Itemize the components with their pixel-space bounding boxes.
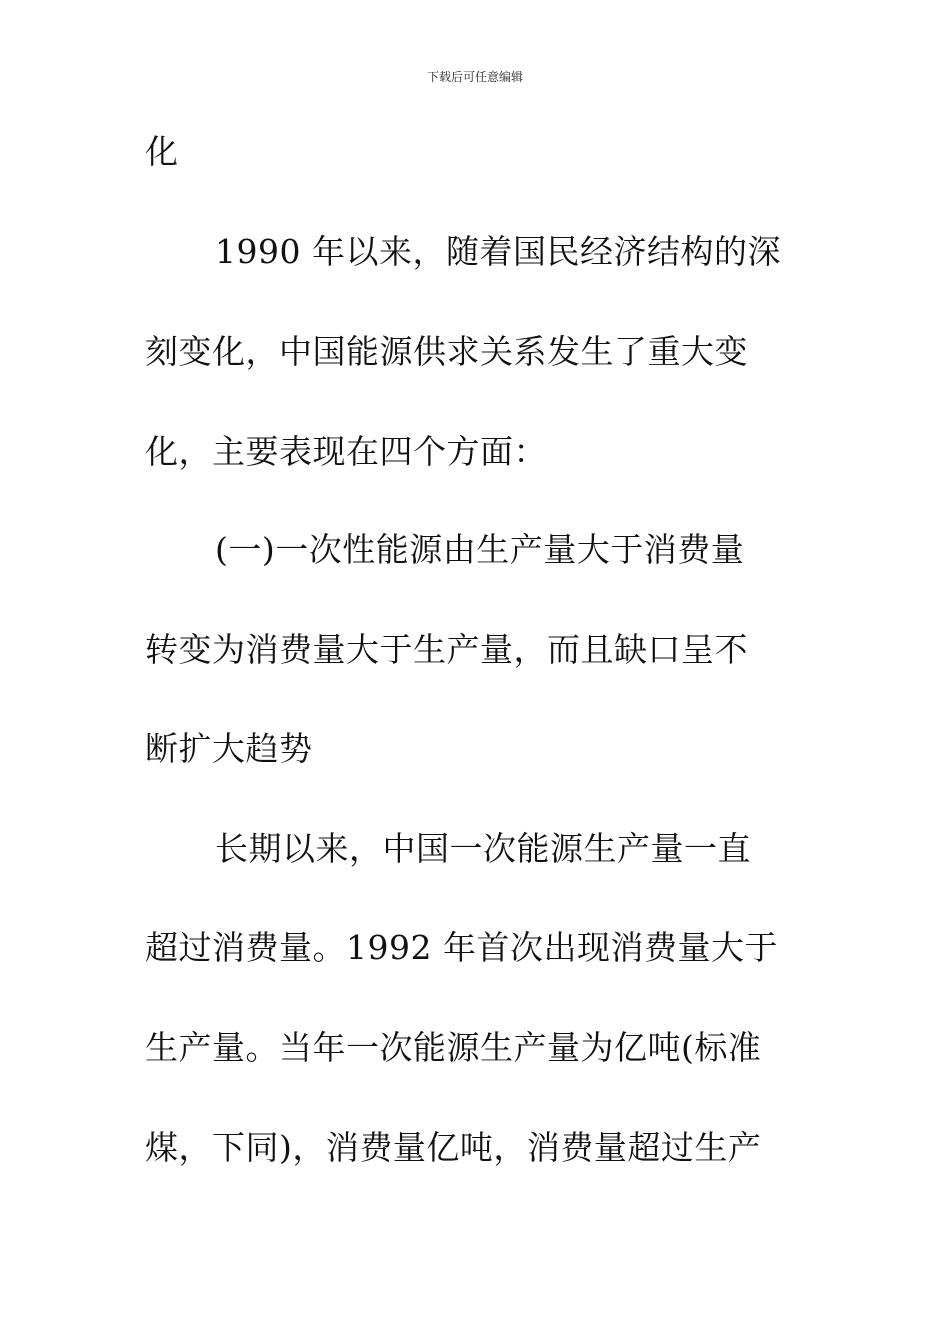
body-line-5: (一)一次性能源由生产量大于消费量 <box>215 530 745 569</box>
body-line-9: 超过消费量。1992 年首次出现消费量大于 <box>145 928 778 967</box>
body-line-2: 1990 年以来，随着国民经济结构的深 <box>215 232 781 271</box>
body-line-7: 断扩大趋势 <box>145 729 313 768</box>
body-line-3: 刻变化，中国能源供求关系发生了重大变 <box>145 332 748 371</box>
body-line-4: 化，主要表现在四个方面： <box>145 432 547 471</box>
body-line-10: 生产量。当年一次能源生产量为亿吨(标准 <box>145 1028 762 1067</box>
body-line-1: 化 <box>145 132 179 171</box>
page-header-note: 下载后可任意编辑 <box>426 70 523 84</box>
body-line-11: 煤，下同)，消费量亿吨，消费量超过生产 <box>145 1128 762 1167</box>
body-line-6: 转变为消费量大于生产量，而且缺口呈不 <box>145 630 748 669</box>
body-line-8: 长期以来，中国一次能源生产量一直 <box>215 829 751 868</box>
